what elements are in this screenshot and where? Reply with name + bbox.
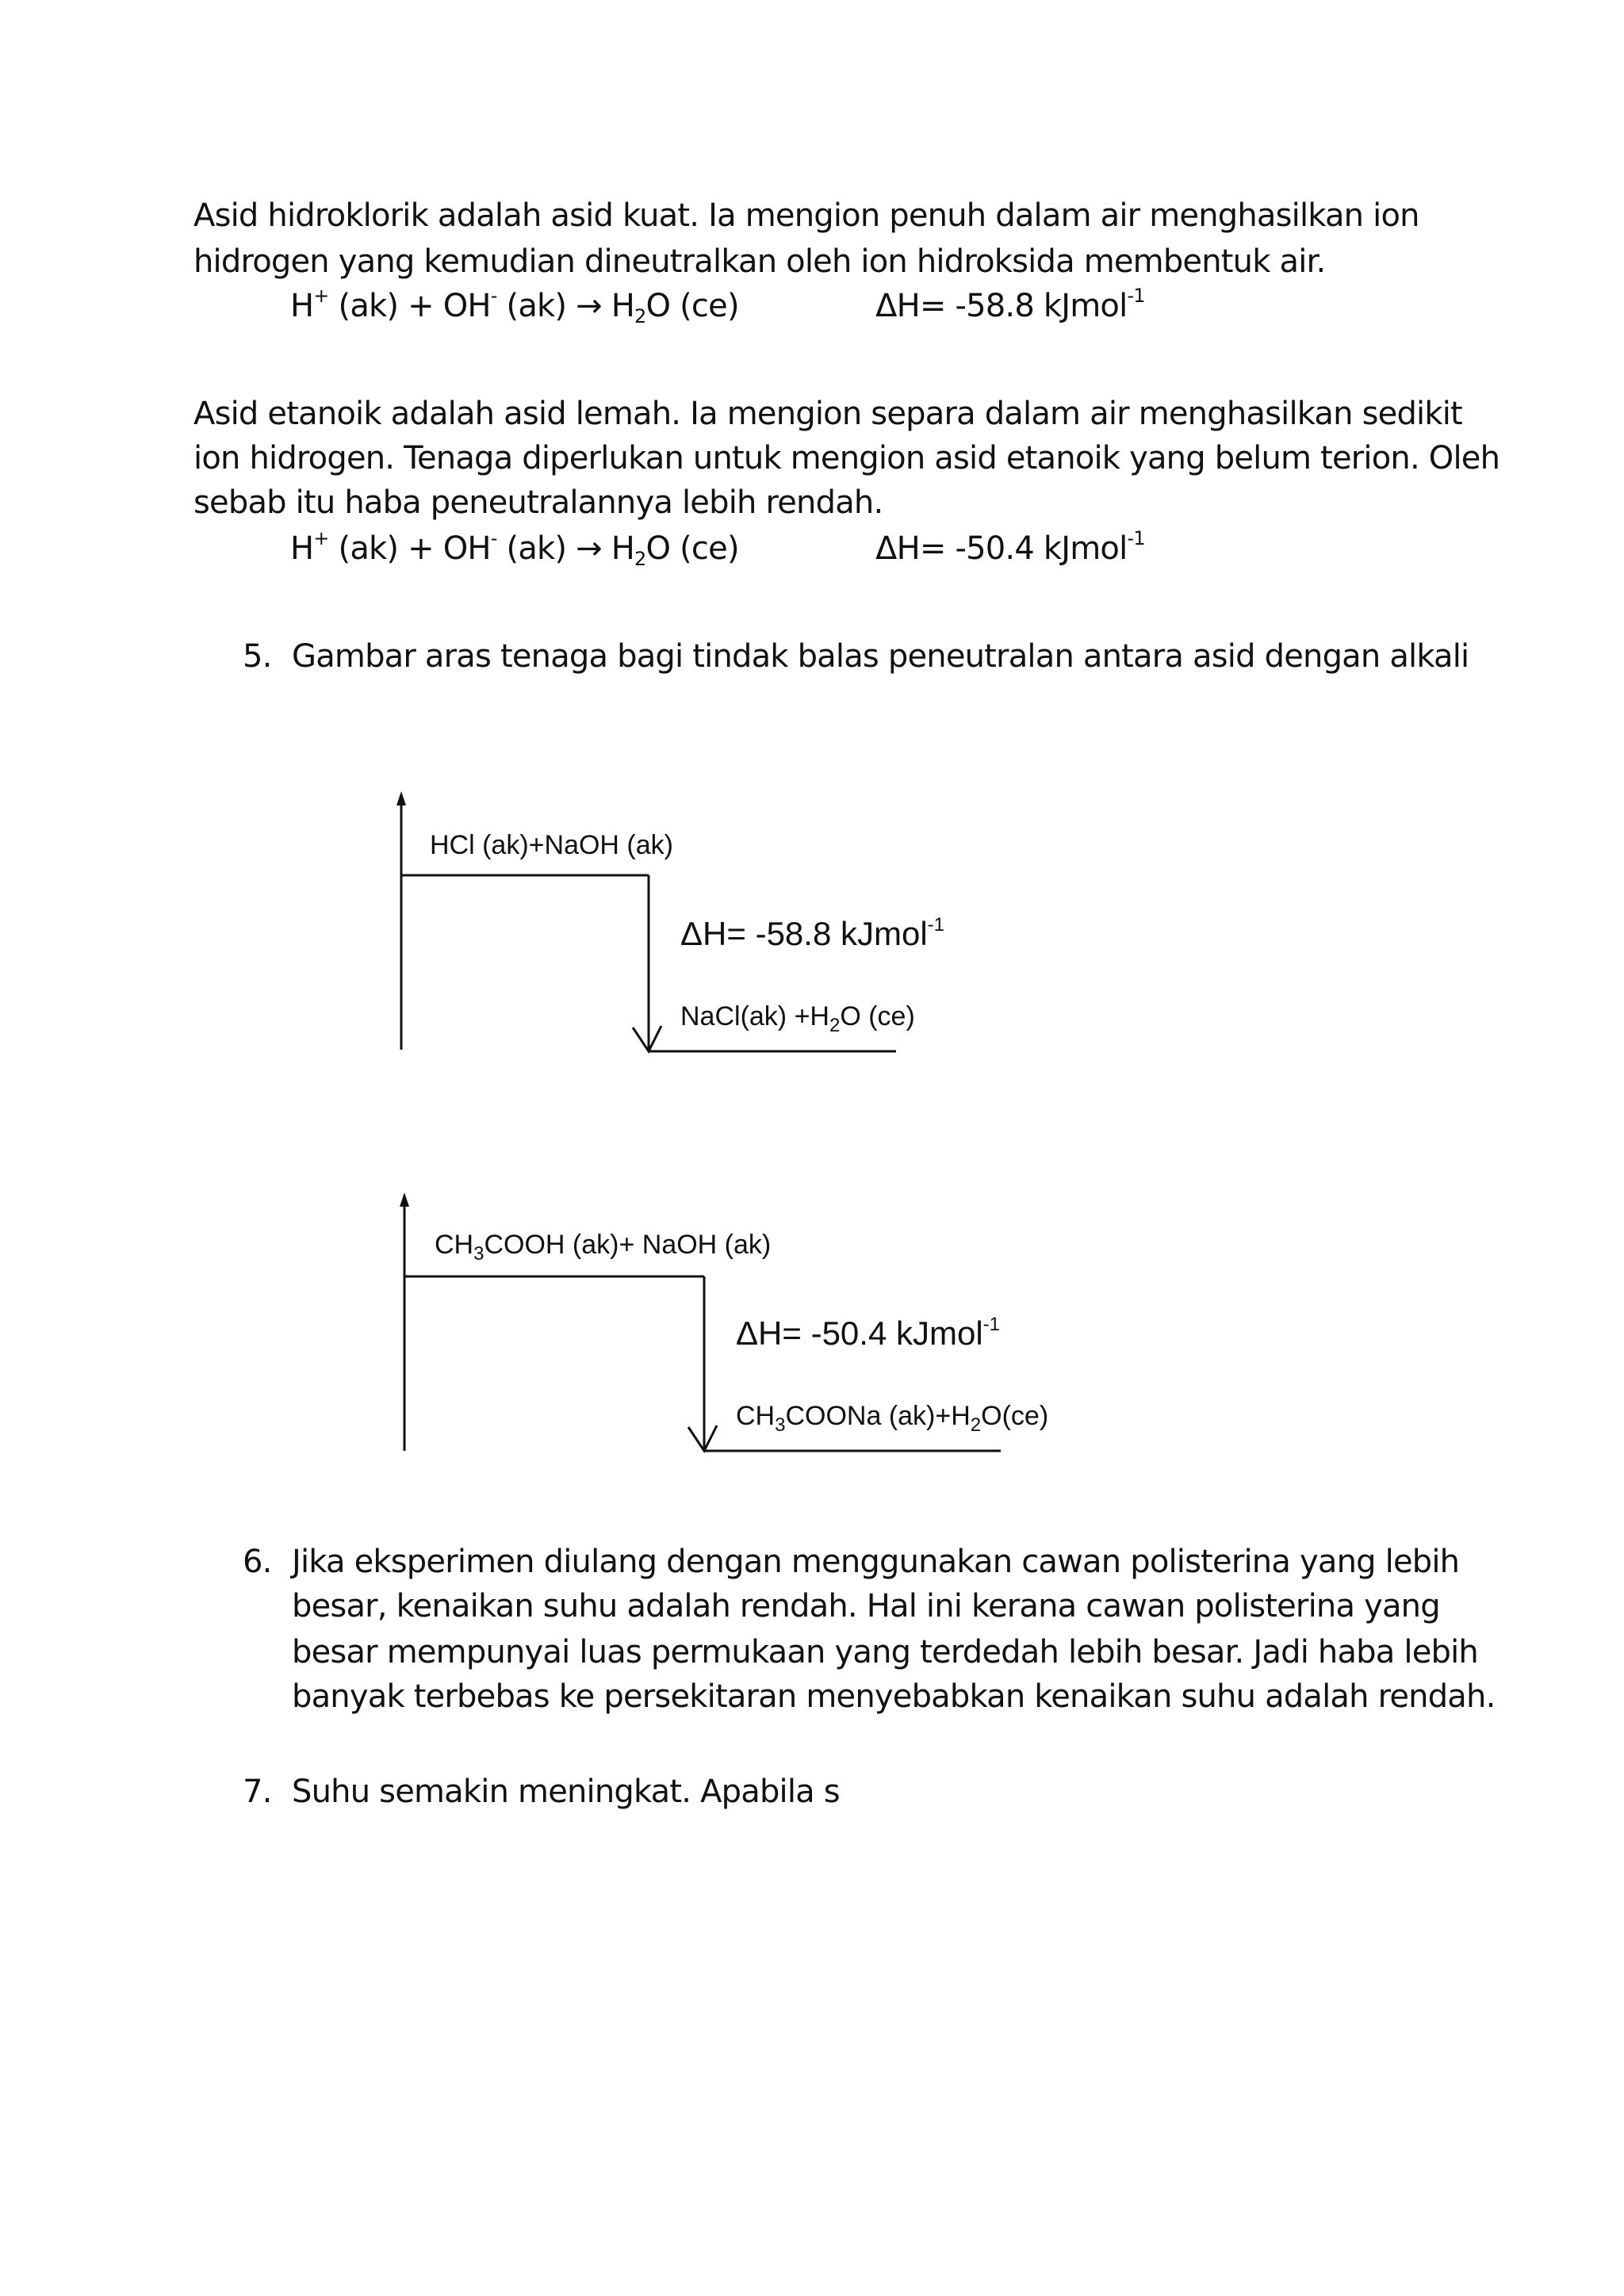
para2-line2: ion hidrogen. Tenaga diperlukan untuk mengion asid etanoik yang belum terion. Oleh <box>193 440 1500 476</box>
diagram2-enthalpy: ΔH= -50.4 kJmol$^{-1}$ <box>736 1314 1001 1352</box>
para2-line3: sebab itu haba peneutralannya lebih rendah. <box>193 484 883 521</box>
item5-text: Gambar aras tenaga bagi tindak balas peneutralan antara asid dengan alkali <box>292 638 1469 675</box>
item6-line4: banyak terbebas ke persekitaran menyebabkan kenaikan suhu adalah rendah. <box>292 1678 1496 1715</box>
para1-line1: Asid hidroklorik adalah asid kuat. Ia mengion penuh dalam air menghasilkan ion <box>193 197 1419 234</box>
para1-line2: hidrogen yang kemudian dineutralkan oleh ion hidroksida membentuk air. <box>193 243 1326 280</box>
item6-line2: besar, kenaikan suhu adalah rendah. Hal ini kerana cawan polisterina yang <box>292 1588 1440 1624</box>
diagram1-products: NaCl(ak) $+H_2O$ (ce) <box>680 1001 915 1036</box>
para2-line1: Asid etanoik adalah asid lemah. Ia mengion separa dalam air menghasilkan sedikit <box>193 396 1462 432</box>
arrow-icon: → <box>576 530 602 567</box>
item6-line3: besar mempunyai luas permukaan yang terdedah lebih besar. Jadi haba lebih <box>292 1634 1478 1670</box>
diagram1-axis-arrowhead <box>396 791 406 806</box>
equation-strong-acid: H+ (ak) + OH- $(ak) \to H_2O$ (ce) <box>290 285 739 327</box>
diagram1-enthalpy: ΔH= -58.8 kJmol$^{-1}$ <box>680 914 945 952</box>
enthalpy-weak-acid: ΔH= -50.4 kJmol$^{-1}$ <box>875 527 1145 567</box>
diagram1-reactants: HCl (ak)+NaOH (ak) <box>430 830 673 860</box>
item7 <box>243 1770 840 1814</box>
item6-number: 6. <box>243 1544 272 1580</box>
enthalpy-strong-acid: ΔH= -58.8 kJmol$^{-1}$ <box>875 285 1145 324</box>
diagram2-products: $CH_3COONa$ $(ak)+H_2O(ce)$ <box>736 1401 1049 1436</box>
item6-line1: 6. Jika eksperimen diulang dengan menggunakan cawan polisterina yang lebih <box>243 1540 1459 1584</box>
item7-text: Suhu semakin meningkat. Apabila s <box>292 1774 840 1810</box>
diagram1-arrowhead <box>633 1026 661 1051</box>
diagram2-axis-arrowhead <box>400 1192 409 1207</box>
arrow-icon: → <box>576 288 602 324</box>
equation-weak-acid: H+ (ak) + OH- $(ak) \to H_2O$ (ce) <box>290 527 739 570</box>
diagram2-arrowhead <box>688 1425 717 1451</box>
item5-number: 5. <box>243 638 272 675</box>
diagram2-reactants: $CH_3COOH$ (ak)+ NaOH (ak) <box>435 1230 772 1265</box>
item7-number: 7. <box>243 1774 272 1810</box>
